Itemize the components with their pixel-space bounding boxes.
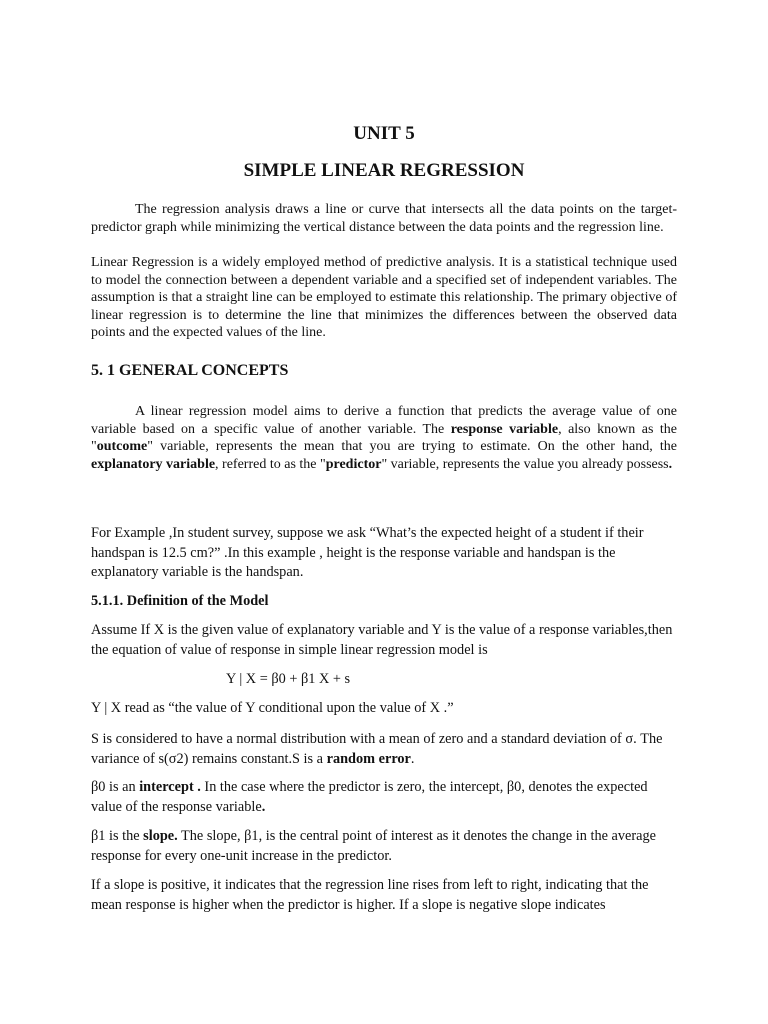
slope-paragraph: β1 is the slope. The slope, β1, is the central point of interest as it denotes the change in the average response for every one-unit increase in the predictor. — [91, 828, 656, 864]
slope-sign-paragraph: If a slope is positive, it indicates that the regression line rises from left to right, indicating that the mean response is higher when the predictor is higher. If a slope is negative slope indicates — [91, 877, 649, 913]
model-paragraph: Assume If X is the given value of explanatory variable and Y is the value of a response variables,then the equation of value of response in simple linear regression model is — [91, 622, 673, 658]
chapter-title: SIMPLE LINEAR REGRESSION — [243, 160, 525, 181]
general-concepts-paragraph: A linear regression model aims to derive a function that predicts the average value of one variable based on a specific value of another variable. The response variable, also known as the "outcome" variable, represents the mean that you are trying to estimate. On the other hand, the explanatory variable, referred to as the "predictor" variable, represents the value you already possess. — [91, 404, 677, 472]
random-error-paragraph: S is considered to have a normal distribution with a mean of zero and a standard deviation of σ. The variance of s(σ2) remains constant.S is a random error. — [91, 731, 663, 767]
term-intercept: intercept . — [139, 779, 201, 795]
intercept-paragraph: β0 is an intercept . In the case where the predictor is zero, the intercept, β0, denotes the expected value of the response variable. — [91, 779, 648, 815]
term-explanatory-variable: explanatory variable — [91, 456, 216, 472]
term-random-error: random error — [326, 750, 411, 767]
subsection-heading: 5.1.1. Definition of the Model — [91, 593, 269, 609]
term-predictor: predictor — [325, 456, 382, 472]
section-heading: 5. 1 GENERAL CONCEPTS — [91, 362, 289, 379]
term-slope: slope. — [143, 828, 178, 844]
example-paragraph: For Example ,In student survey, suppose we ask “What’s the expected height of a student if their handspan is 12.5 cm?” .In this example , height is the response variable and handspan is the explanatory variable is the handspan. — [91, 525, 644, 580]
regression-equation: Y | X = β0 + β1 X + s — [226, 671, 351, 687]
unit-heading: UNIT 5 — [353, 123, 415, 144]
linear-regression-paragraph: Linear Regression is a widely employed method of predictive analysis. It is a statistical technique used to model the connection between a dependent variable and a specified set of independent variables. The assumption is that a straight line can be employed to estimate this relationship. The primary objective of linear regression is to determine the line that minimizes the differences between the observed data points and the expected values of the line. — [91, 255, 677, 341]
read-as-paragraph: Y | X read as “the value of Y conditional upon the value of X .” — [91, 700, 454, 716]
term-outcome: outcome — [96, 439, 148, 455]
intro-paragraph: The regression analysis draws a line or curve that intersects all the data points on the target-predictor graph while minimizing the vertical distance between the data points and the regression line. — [91, 202, 677, 235]
term-response-variable: response variable — [450, 421, 559, 437]
